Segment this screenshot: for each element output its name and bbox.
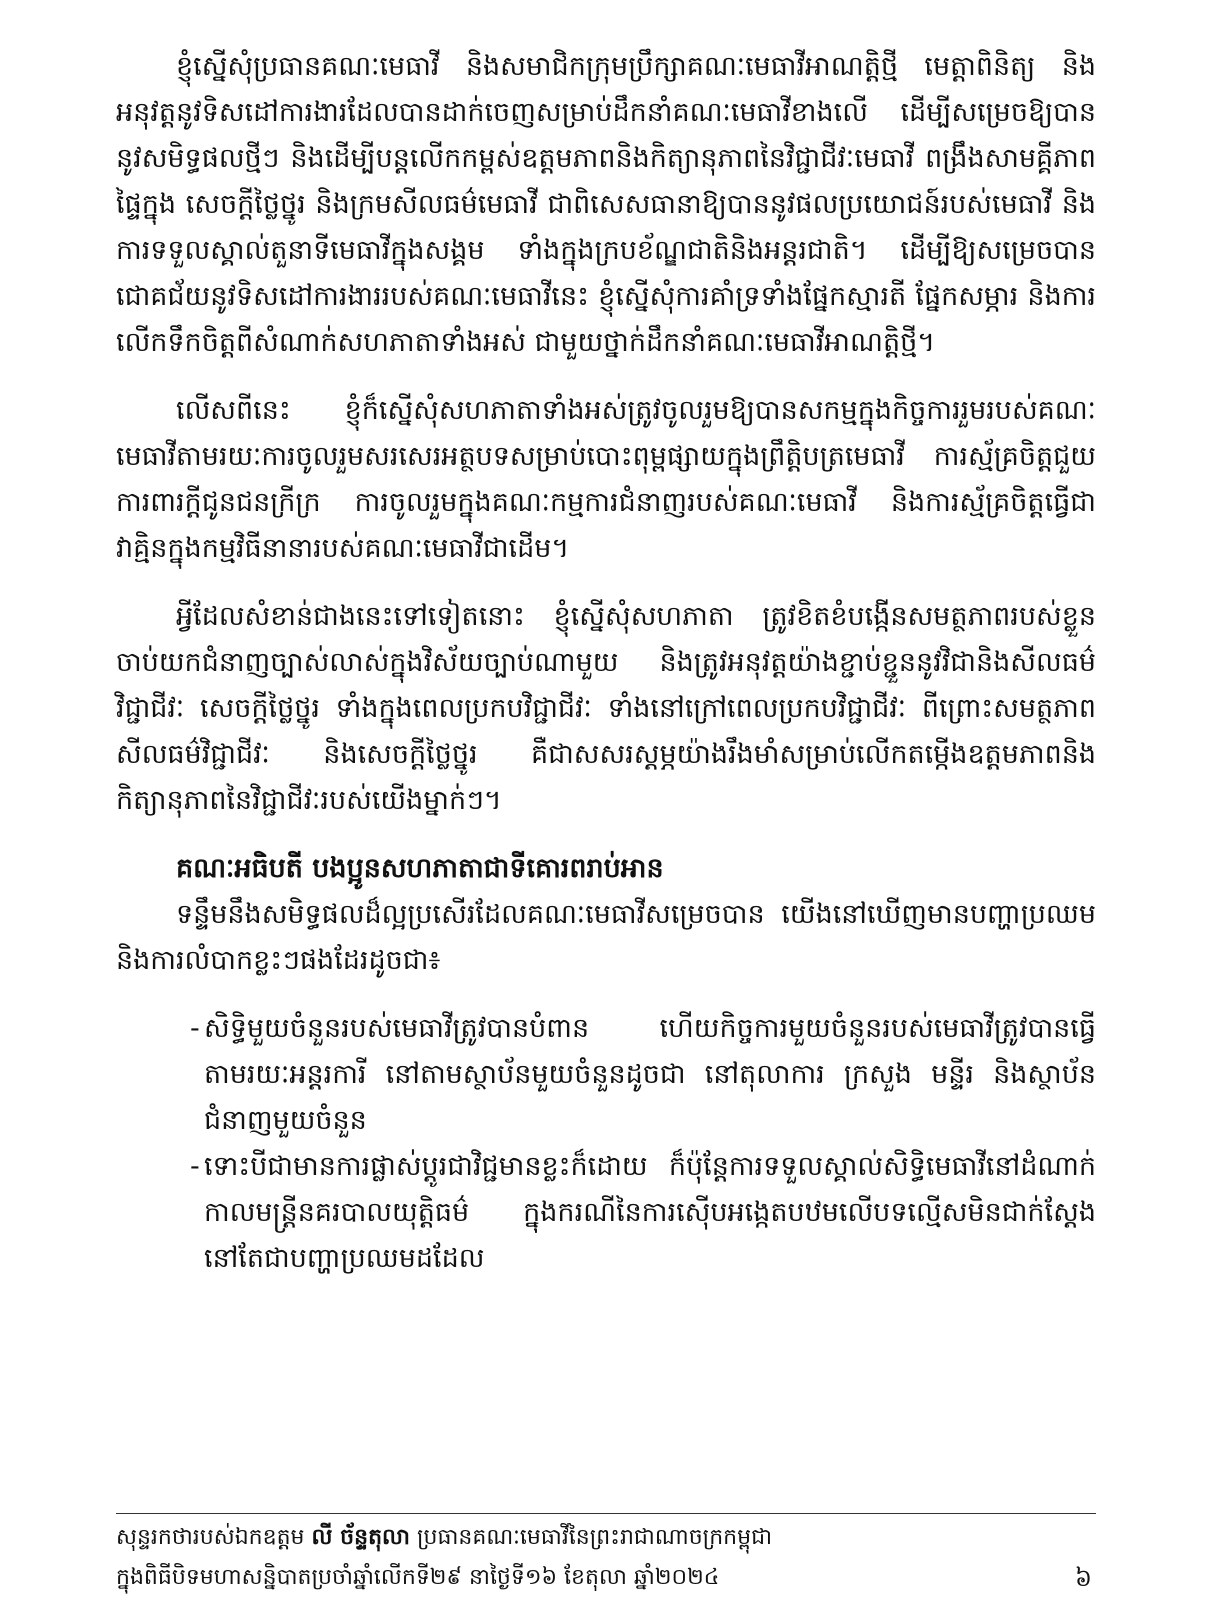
list-item	[190, 1144, 1096, 1282]
page-footer	[116, 1513, 1096, 1598]
page-number: ៦	[1075, 1564, 1092, 1592]
challenge-list	[116, 1006, 1096, 1282]
footer-speaker-name: លី ច័ន្ទតុលា	[311, 1525, 410, 1550]
list-item-text: សិទ្ធិមួយចំនួនរបស់មេធាវីត្រូវបានបំពាន ហើយកិច្ចការមួយចំនួនរបស់មេធាវីត្រូវបានធ្វើតាមរយៈអន្តរការី នៅតាមស្ថាប័នមួយចំនួនដូចជា នៅតុលាការ ក្រសួង មន្ទីរ និងស្ថាប័នជំនាញមួយចំនួន	[204, 1013, 1096, 1136]
footer-prefix: សុន្ទរកថារបស់ឯកឧត្តម	[116, 1525, 305, 1550]
paragraph-1: ខ្ញុំស្នើសុំប្រធានគណៈមេធាវី និងសមាជិកក្រុមប្រឹក្សាគណៈមេធាវីអាណត្តិថ្មី មេត្តាពិនិត្យ និងអនុវត្តនូវទិសដៅការងារដែលបានដាក់ចេញសម្រាប់ដឹកនាំគណៈមេធាវីខាងលើ ដើម្បីសម្រេចឱ្យបាននូវសមិទ្ធផលថ្មីៗ និងដើម្បីបន្តលើកកម្ពស់ឧត្តមភាពនិងកិត្យានុភាពនៃវិជ្ជាជីវៈមេធាវី ពង្រឹងសាមគ្គីភាពផ្ទៃក្នុង សេចក្តីថ្លៃថ្នូរ និងក្រមសីលធម៌មេធាវី ជាពិសេសធានាឱ្យបាននូវផលប្រយោជន៍របស់មេធាវី និងការទទួលស្គាល់តួនាទីមេធាវីក្នុងសង្គម ទាំងក្នុងក្របខ័ណ្ឌជាតិនិងអន្តរជាតិ។ ដើម្បីឱ្យសម្រេចបានជោគជ័យនូវទិសដៅការងាររបស់គណៈមេធាវីនេះ ខ្ញុំស្នើសុំការគាំទ្រទាំងផ្នែកស្មារតី ផ្នែកសម្ភារ និងការលើកទឹកចិត្តពីសំណាក់សហភាតាទាំងអស់ ជាមួយថ្នាក់ដឹកនាំគណៈមេធាវីអាណត្តិថ្មី។	[116, 51, 1096, 358]
list-item-text: ទោះបីជាមានការផ្លាស់ប្តូរជាវិជ្ជមានខ្លះក៏ដោយ ក៏ប៉ុន្តែការទទួលស្គាល់សិទ្ធិមេធាវីនៅដំណាក់កាលមន្ត្រីនគរបាលយុត្តិធម៌ ក្នុងករណីនៃការស៊ើបអង្កេតបឋមលើបទល្មើសមិនជាក់ស្តែង នៅតែជាបញ្ហាប្រឈមដដែល	[204, 1151, 1096, 1274]
footer-event: ក្នុងពិធីបិទមហាសន្និបាតប្រចាំឆ្នាំលើកទី២៩ នាថ្ងៃទី១៦ ខែតុលា ឆ្នាំ២០២៤	[116, 1565, 720, 1590]
section-heading: គណៈអធិបតី បងប្អូនសហភាតាជាទីគោរពរាប់អាន	[176, 853, 664, 884]
paragraph-2: លើសពីនេះ ខ្ញុំក៏ស្នើសុំសហភាតាទាំងអស់ត្រូវចូលរួមឱ្យបានសកម្មក្នុងកិច្ចការរួមរបស់គណៈមេធាវីតាមរយៈការចូលរួមសរសេរអត្ថបទសម្រាប់បោះពុម្ពផ្សាយក្នុងព្រឹត្តិបត្រមេធាវី ការស្ម័គ្រចិត្តជួយការពារក្តីជូនជនក្រីក្រ ការចូលរួមក្នុងគណៈកម្មការជំនាញរបស់គណៈមេធាវី និងការស្ម័គ្រចិត្តធ្វើជាវាគ្មិនក្នុងកម្មវិធីនានារបស់គណៈមេធាវីជាដើម។	[116, 395, 1096, 564]
list-item	[190, 1006, 1096, 1144]
bullet-marker: -	[190, 1013, 200, 1044]
footer-suffix: ប្រធានគណៈមេធាវីនៃព្រះរាជាណាចក្រកម្ពុជា	[416, 1525, 773, 1550]
footer-line-2	[116, 1558, 1096, 1598]
page-body	[116, 44, 1096, 1282]
intro-paragraph: ទន្ទឹមនឹងសមិទ្ធផលដ៏ល្អប្រសើរដែលគណៈមេធាវីសម្រេចបាន យើងនៅឃើញមានបញ្ហាប្រឈម និងការលំបាកខ្លះៗផងដែរដូចជា៖	[116, 899, 1096, 976]
paragraph-3: អ្វីដែលសំខាន់ជាងនេះទៅទៀតនោះ ខ្ញុំស្នើសុំសហភាតា ត្រូវខិតខំបង្កើនសមត្ថភាពរបស់ខ្លួន ចាប់យកជំនាញច្បាស់លាស់ក្នុងវិស័យច្បាប់ណាមួយ និងត្រូវអនុវត្តយ៉ាងខ្ជាប់ខ្ជួននូវវិជានិងសីលធម៌វិជ្ជាជីវៈ សេចក្តីថ្លៃថ្នូរ ទាំងក្នុងពេលប្រកបវិជ្ជាជីវៈ ទាំងនៅក្រៅពេលប្រកបវិជ្ជាជីវៈ ពីព្រោះសមត្ថភាព សីលធម៌វិជ្ជាជីវៈ និងសេចក្តីថ្លៃថ្នូរ គឺជាសសរស្តម្ភយ៉ាងរឹងមាំសម្រាប់លើកតម្កើងឧត្តមភាពនិងកិត្យានុភាពនៃវិជ្ជាជីវៈរបស់យើងម្នាក់ៗ។	[116, 601, 1096, 816]
bullet-marker: -	[190, 1151, 200, 1182]
footer-line-1	[116, 1518, 1096, 1558]
